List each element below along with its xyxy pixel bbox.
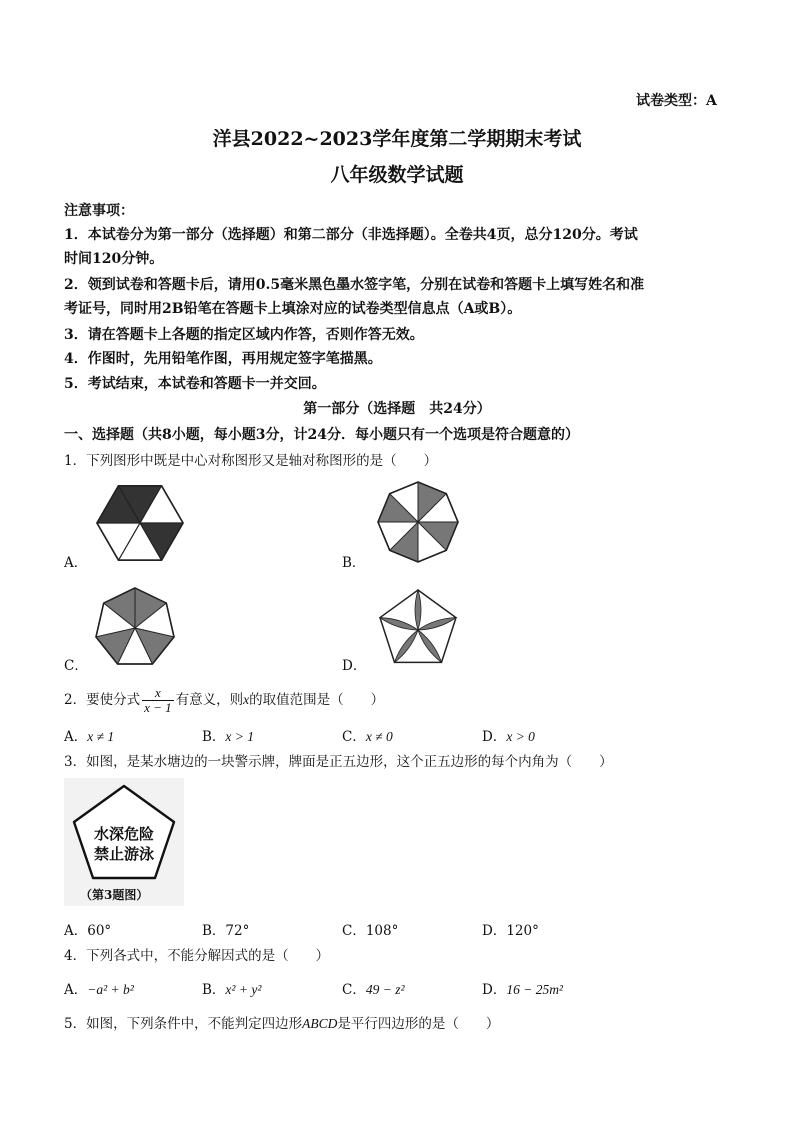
note-2-line-2: 考证号，同时用2B铅笔在答题卡上填涂对应的试卷类型信息点（A或B）。 [64,301,522,317]
q4-stem: 4．下列各式中，不能分解因式的是（ ） [64,948,330,964]
q4-option-b-value: x² + y² [225,982,262,997]
q2-option-d-label: D． [482,729,507,745]
q2-option-a-label: A． [64,729,88,745]
q2-option-c-label: C． [342,729,366,745]
q3-sign-line-2: 禁止游泳 [93,845,154,863]
q3-option-d: D．120° [482,923,539,939]
note-1-line-2: 时间120分钟。 [64,251,164,267]
note-3: 3．请在答题卡上各题的指定区域内作答，否则作答无效。 [64,327,424,343]
q1-option-d-label: D． [342,658,367,674]
q3-option-b: B．72° [202,923,250,939]
note-1-line-1: 1．本试卷分为第一部分（选择题）和第二部分（非选择题）。全卷共4页，总分120分。考试 [64,227,638,243]
q4-option-a [64,978,134,998]
q1-option-d-pentagon-figure [368,584,468,668]
q2-stem [64,686,384,715]
q5-variable: ABCD [302,1016,338,1031]
paper-type: 试卷类型：A [636,93,717,109]
q1-option-c-heptagon-figure [90,584,180,668]
q1-option-b-label: B． [342,555,366,571]
q3-option-c: C．108° [342,923,399,939]
q2-option-a [64,725,114,745]
q2-stem-pre: 2．要使分式 [64,692,141,708]
q1-option-c-label: C． [64,658,88,674]
q4-option-b [202,978,261,998]
q1-option-b-octagon-figure [368,477,468,567]
note-4: 4．作图时，先用铅笔作图，再用规定签字笔描黑。 [64,351,382,367]
q2-option-c [342,725,393,745]
q2-fraction-numerator: x [142,686,174,701]
q2-option-d [482,725,535,745]
q3-stem: 3．如图，是某水塘边的一块警示牌，牌面是正五边形，这个正五边形的每个内角为（ ） [64,754,613,770]
q4-option-b-label: B． [202,982,226,998]
q3-option-a: A．60° [64,923,112,939]
part1-title: 第一部分（选择题 共24分） [303,401,491,417]
q2-option-b [202,725,254,745]
note-2-line-1: 2．领到试卷和答题卡后，请用0.5毫米黑色墨水签字笔，分别在试卷和答题卡上填写姓名和准 [64,277,645,293]
q4-option-d [482,978,563,998]
q4-option-c-label: C． [342,982,366,998]
q2-variable: x [243,692,250,707]
q2-fraction-denominator: x − 1 [144,700,172,715]
q2-option-c-value: x ≠ 0 [365,729,393,744]
q4-option-d-label: D． [482,982,507,998]
q5-stem-post: 是平行四边形的是（ ） [337,1016,500,1032]
q1-stem: 1．下列图形中既是中心对称图形又是轴对称图形的是（ ） [64,453,438,469]
q1-option-a-hexagon-figure [90,473,190,573]
q2-option-a-value: x ≠ 1 [87,729,115,744]
q4-option-a-label: A． [64,982,88,998]
q4-option-d-value: 16 − 25m² [506,982,563,997]
exam-subtitle: 八年级数学试题 [330,164,464,186]
q5-stem [64,1012,499,1032]
q3-caption: （第3题图） [80,888,149,902]
q3-sign-line-1: 水深危险 [93,825,154,843]
q4-option-a-value: −a² + b² [87,982,134,997]
q2-stem-post: 的取值范围是（ ） [249,692,385,708]
section-title: 一、选择题（共8小题，每小题3分，计24分．每小题只有一个选项是符合题意的） [64,427,579,443]
q2-option-b-label: B． [202,729,226,745]
q1-option-a-label: A． [64,555,88,571]
note-5: 5．考试结束，本试卷和答题卡一并交回。 [64,376,326,392]
q4-option-c-value: 49 − z² [365,982,405,997]
notes-heading: 注意事项： [64,203,134,219]
q2-stem-mid: 有意义，则 [175,692,244,708]
q4-option-c [342,978,405,998]
q2-option-b-value: x > 1 [225,729,255,744]
q2-fraction [142,686,174,715]
q2-option-d-value: x > 0 [506,729,535,744]
q5-stem-pre: 5．如图，下列条件中，不能判定四边形 [64,1016,303,1032]
exam-title: 洋县2022~2023学年度第二学期期末考试 [212,128,582,150]
